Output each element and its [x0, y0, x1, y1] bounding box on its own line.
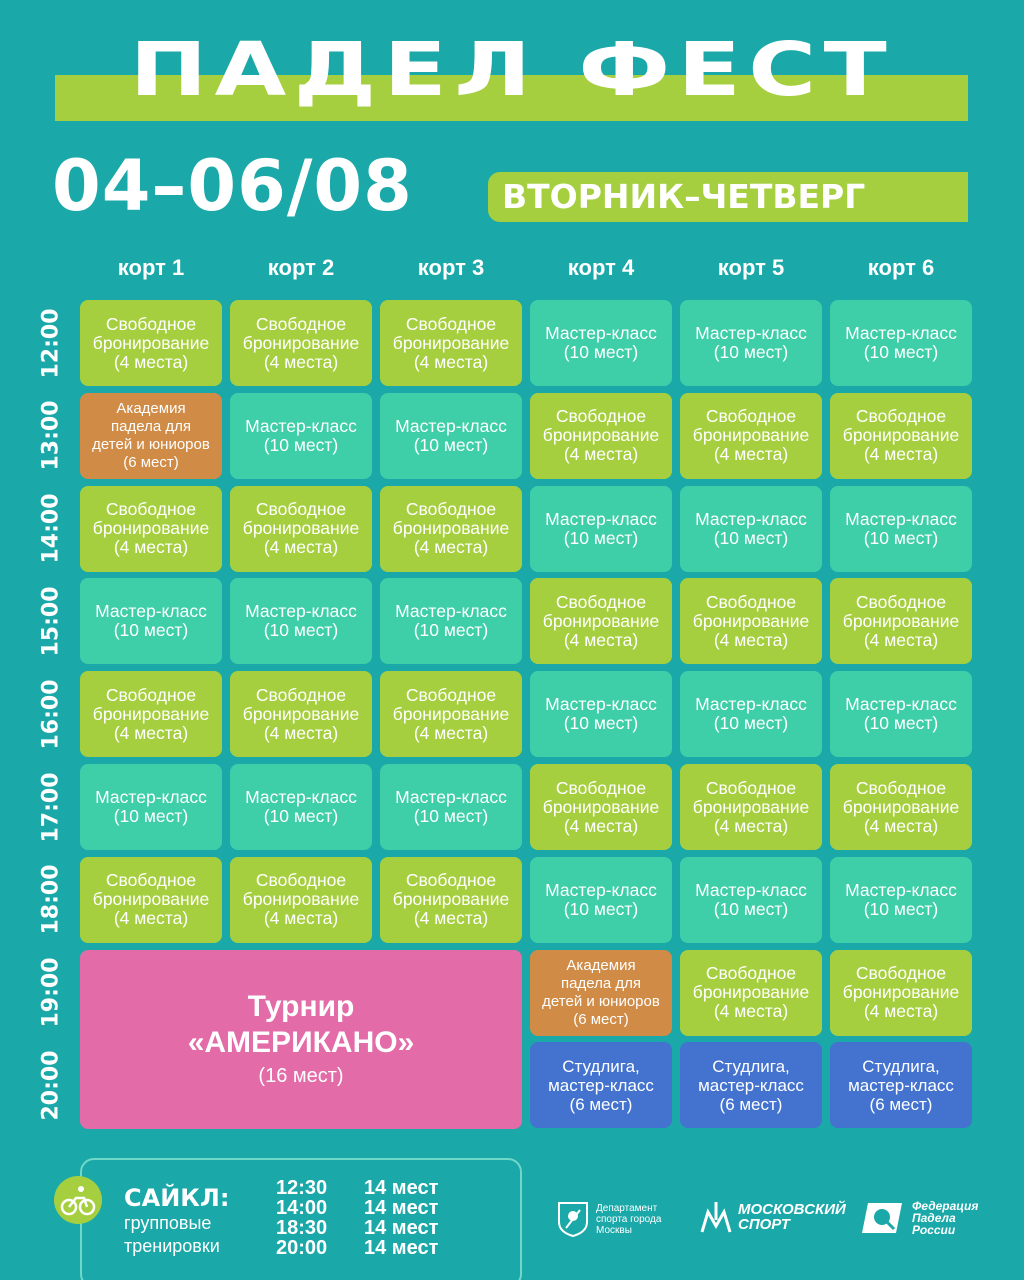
slot-master	[530, 486, 672, 572]
slot-time: 14:00	[276, 1197, 328, 1219]
court-header: корт 2	[267, 255, 335, 280]
slot-master	[80, 578, 222, 664]
slot-label: Свободное бронирование (4 места)	[92, 499, 210, 558]
court-header: корт 5	[717, 255, 785, 280]
event-days: ВТОРНИК–ЧЕТВЕРГ	[488, 172, 968, 222]
slot-free	[830, 950, 972, 1036]
cycle-slots	[276, 1178, 438, 1258]
slot-free	[680, 393, 822, 479]
slot-label: Мастер-класс (10 мест)	[395, 415, 507, 455]
slot-free	[230, 300, 372, 386]
slot-studliga	[680, 1042, 822, 1128]
federation-line3: России	[912, 1223, 956, 1237]
court-header: корт 4	[567, 255, 635, 280]
federation-line1: Федерация	[912, 1199, 979, 1213]
slot-label: Мастер-класс (10 мест)	[845, 508, 957, 548]
slot-label: Свободное бронирование (4 места)	[392, 684, 510, 743]
slot-free	[680, 950, 822, 1036]
padel-federation-logo	[862, 1200, 978, 1236]
slot-label: Свободное бронирование (4 места)	[242, 499, 360, 558]
court-header: корт 1	[117, 255, 185, 280]
slot-master	[830, 486, 972, 572]
slot-time: 20:00	[276, 1237, 328, 1259]
dept-sport-logo	[556, 1200, 686, 1238]
slot-label: Свободное бронирование (4 места)	[842, 406, 960, 465]
cycle-title: САЙКЛ:	[124, 1184, 230, 1212]
slot-free	[830, 393, 972, 479]
bicycle-icon	[54, 1176, 102, 1224]
slot-label: Свободное бронирование (4 места)	[692, 777, 810, 836]
slot-master	[530, 671, 672, 757]
slot-label: Студлига, мастер-класс (6 мест)	[548, 1056, 654, 1114]
time-label	[28, 393, 74, 479]
slot-free	[830, 764, 972, 850]
slot-free	[80, 857, 222, 943]
slot-free	[830, 578, 972, 664]
padel-racket-icon	[862, 1201, 906, 1235]
slot-master	[230, 578, 372, 664]
slot-master	[680, 300, 822, 386]
slot-studliga	[530, 1042, 672, 1128]
slot-label: Свободное бронирование (4 места)	[542, 591, 660, 650]
slot-label: Мастер-класс (10 мест)	[845, 323, 957, 362]
slot-label: Свободное бронирование (4 места)	[692, 963, 810, 1022]
slot-label: Мастер-класс (10 мест)	[695, 694, 807, 734]
slot-label: Академия падела для детей и юниоров (6 мест)	[92, 399, 210, 471]
moscow-sport-emblem-icon	[700, 1200, 732, 1234]
slot-label: Студлига, мастер-класс (6 мест)	[698, 1056, 804, 1114]
slot-label: Свободное бронирование (4 места)	[92, 684, 210, 743]
court-header: корт 6	[867, 255, 935, 280]
slot-master	[380, 393, 522, 479]
slot-free	[680, 764, 822, 850]
slot-places: 14 мест	[364, 1177, 439, 1199]
slot-free	[230, 671, 372, 757]
cycle-subtitle: групповые тренировки	[124, 1213, 220, 1256]
slot-label: Мастер-класс (10 мест)	[695, 879, 807, 919]
time-text: 13:00	[38, 400, 64, 471]
slot-label: Свободное бронирование (4 места)	[242, 870, 360, 929]
time-label	[28, 300, 74, 386]
slot-free	[80, 671, 222, 757]
slot-label: Мастер-класс (10 мест)	[845, 879, 957, 919]
time-text: 17:00	[38, 771, 64, 843]
slot-master	[830, 300, 972, 386]
slot-free	[380, 486, 522, 572]
slot-label: Свободное бронирование (4 места)	[542, 406, 660, 465]
slot-label: Свободное бронирование (4 места)	[842, 591, 960, 650]
slot-label: Мастер-класс (10 мест)	[545, 508, 657, 548]
slot-free	[380, 300, 522, 386]
slot-label: Мастер-класс (10 мест)	[845, 694, 957, 734]
moscow-sport-line1: МОСКОВСКИЙ	[738, 1201, 846, 1218]
cycle-slot	[276, 1198, 438, 1218]
federation-line2: Падела	[912, 1211, 956, 1225]
time-text: 16:00	[38, 679, 64, 750]
slot-master	[830, 671, 972, 757]
slot-label: Мастер-класс (10 мест)	[695, 508, 807, 548]
tournament-americano-block	[80, 950, 522, 1129]
slot-time: 12:30	[276, 1177, 328, 1199]
cycle-slot	[276, 1218, 438, 1238]
time-label	[28, 578, 74, 664]
slot-places: 14 мест	[364, 1237, 439, 1259]
slot-label: Свободное бронирование (4 места)	[692, 406, 810, 465]
slot-label: Мастер-класс (10 мест)	[545, 694, 657, 734]
slot-free	[530, 393, 672, 479]
slot-free	[230, 486, 372, 572]
time-text: 20:00	[38, 1050, 64, 1121]
slot-free	[530, 578, 672, 664]
time-label	[28, 1042, 74, 1128]
court-header: корт 3	[417, 255, 485, 280]
slot-master	[80, 764, 222, 850]
time-label	[28, 486, 74, 572]
slot-label: Мастер-класс (10 мест)	[245, 415, 357, 455]
slot-label: Мастер-класс (10 мест)	[245, 601, 357, 641]
slot-label: Свободное бронирование (4 места)	[392, 499, 510, 558]
slot-master	[380, 764, 522, 850]
event-dates: 04–06/08	[52, 145, 413, 227]
slot-free	[230, 857, 372, 943]
slot-label: Мастер-класс (10 мест)	[545, 323, 657, 362]
slot-label: Мастер-класс (10 мест)	[395, 787, 507, 826]
page-title: ПАДЕЛ ФЕСТ	[129, 27, 895, 113]
dept-sport-text: Департамент спорта города Москвы	[596, 1202, 662, 1236]
slot-label: Мастер-класс (10 мест)	[695, 323, 807, 362]
slot-free	[80, 486, 222, 572]
tournament-label: Турнир	[247, 989, 355, 1023]
time-text: 15:00	[38, 586, 64, 657]
slot-master	[380, 578, 522, 664]
slot-master	[680, 671, 822, 757]
time-text: 18:00	[38, 864, 64, 935]
slot-label: Свободное бронирование (4 места)	[842, 963, 960, 1022]
slot-free	[380, 671, 522, 757]
tournament-name: «АМЕРИКАНО»	[187, 1025, 415, 1059]
slot-free	[680, 578, 822, 664]
slot-label: Мастер-класс (10 мест)	[95, 601, 207, 641]
slot-label: Студлига, мастер-класс (6 мест)	[848, 1056, 954, 1114]
slot-label: Свободное бронирование (4 места)	[692, 591, 810, 650]
tournament-places: (16 мест)	[258, 1064, 344, 1087]
slot-free	[380, 857, 522, 943]
slot-label: Свободное бронирование (4 места)	[392, 313, 510, 372]
slot-time: 18:30	[276, 1217, 328, 1239]
time-text: 19:00	[38, 957, 64, 1028]
cycle-slot	[276, 1178, 438, 1198]
slot-studliga	[830, 1042, 972, 1128]
slot-master	[230, 764, 372, 850]
moscow-sport-line2: СПОРТ	[738, 1216, 790, 1233]
slot-label: Академия падела для детей и юниоров (6 мест)	[542, 956, 660, 1028]
cycle-slot	[276, 1238, 438, 1258]
slot-master	[680, 486, 822, 572]
time-label	[28, 671, 74, 757]
time-label	[28, 950, 74, 1036]
slot-free	[80, 300, 222, 386]
slot-label: Мастер-класс (10 мест)	[395, 601, 507, 641]
slot-places: 14 мест	[364, 1217, 439, 1239]
time-label	[28, 857, 74, 943]
slot-academy	[530, 950, 672, 1036]
slot-label: Свободное бронирование (4 места)	[92, 313, 210, 372]
slot-master	[680, 857, 822, 943]
slot-master	[230, 393, 372, 479]
time-text: 12:00	[38, 307, 64, 379]
slot-label: Свободное бронирование (4 места)	[542, 777, 660, 836]
moscow-coat-of-arms-icon	[556, 1200, 590, 1238]
slot-label: Свободное бронирование (4 места)	[242, 684, 360, 743]
slot-label: Мастер-класс (10 мест)	[245, 787, 357, 826]
moscow-sport-logo	[700, 1200, 846, 1234]
slot-master	[530, 300, 672, 386]
slot-master	[530, 857, 672, 943]
slot-places: 14 мест	[364, 1197, 439, 1219]
slot-label: Свободное бронирование (4 места)	[242, 313, 360, 372]
slot-label: Мастер-класс (10 мест)	[545, 879, 657, 919]
slot-academy	[80, 393, 222, 479]
time-label	[28, 764, 74, 850]
slot-label: Свободное бронирование (4 места)	[392, 870, 510, 929]
slot-label: Свободное бронирование (4 места)	[842, 777, 960, 836]
slot-label: Свободное бронирование (4 места)	[92, 870, 210, 929]
slot-label: Мастер-класс (10 мест)	[95, 787, 207, 826]
slot-free	[530, 764, 672, 850]
slot-master	[830, 857, 972, 943]
time-text: 14:00	[38, 493, 64, 564]
